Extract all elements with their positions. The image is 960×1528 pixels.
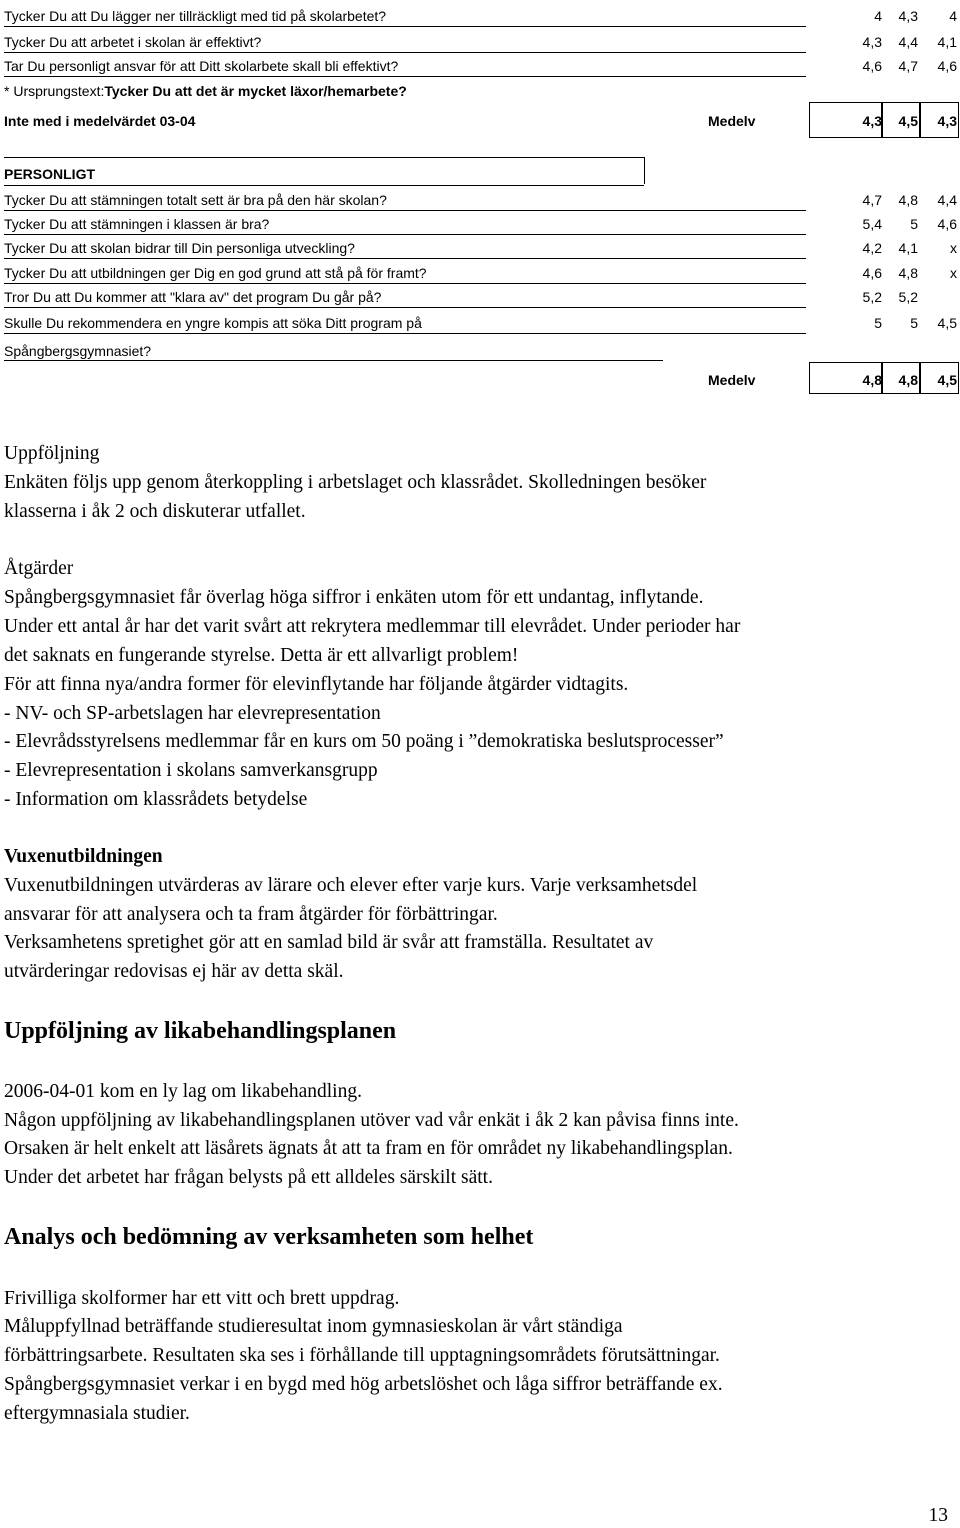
paragraph-line: Spångbergsgymnasiet får överlag höga siffror i enkäten utom för ett undantag, inflytande. <box>4 587 704 608</box>
average-values <box>810 111 960 131</box>
avg-col1: 4,8 <box>862 372 882 388</box>
row-underline <box>4 360 663 361</box>
paragraph-line: ansvarar för att analysera och ta fram åtgärder för förbättringar. <box>4 904 498 925</box>
survey-question-continued: Spångbergsgymnasiet? <box>4 343 152 359</box>
survey-question: Tycker Du att stämningen i klassen är bra? <box>4 216 270 232</box>
section-heading-uppfoljning: Uppföljning <box>4 443 100 464</box>
value-col2: 5 <box>910 315 918 331</box>
value-col3: 4 <box>949 8 957 24</box>
row-underline <box>4 76 806 77</box>
value-col2: 5,2 <box>898 289 918 305</box>
survey-values <box>810 238 960 258</box>
value-col1: 4,3 <box>862 34 882 50</box>
value-col2: 4,3 <box>898 8 918 24</box>
survey-values <box>810 214 960 234</box>
list-item: - Elevrådsstyrelsens medlemmar får en kurs om 50 poäng i ”demokratiska beslutsprocesser” <box>4 731 724 752</box>
survey-question: Tycker Du att skolan bidrar till Din personliga utveckling? <box>4 240 355 256</box>
avg-col3: 4,3 <box>937 113 957 129</box>
list-item: - NV- och SP-arbetslagen har elevrepresentation <box>4 703 381 724</box>
list-item: - Elevrepresentation i skolans samverkansgrupp <box>4 760 378 781</box>
note-prefix: * Ursprungstext: <box>4 83 105 99</box>
paragraph-line: Enkäten följs upp genom återkoppling i arbetslaget och klassrådet. Skolledningen besöker <box>4 472 707 493</box>
section-heading-atgarder: Åtgärder <box>4 558 74 579</box>
value-col1: 5,4 <box>862 216 882 232</box>
value-col2: 4,8 <box>898 265 918 281</box>
paragraph-line: Verksamhetens spretighet gör att en samlad bild är svår att framställa. Resultatet av <box>4 932 654 953</box>
row-underline <box>4 307 806 308</box>
paragraph-line: det saknats en fungerande styrelse. Detta är ett allvarligt problem! <box>4 645 519 666</box>
page-number: 13 <box>928 1505 948 1526</box>
value-col1: 4,7 <box>862 192 882 208</box>
section-heading-vuxenutbildningen: Vuxenutbildningen <box>4 846 163 867</box>
paragraph-line: Under det arbetet har frågan belysts på ett alldeles särskilt sätt. <box>4 1167 493 1188</box>
value-col3: 4,4 <box>937 192 957 208</box>
paragraph-line: utvärderingar redovisas ej här av detta skäl. <box>4 961 344 982</box>
value-col3: 4,6 <box>937 216 957 232</box>
value-col3: x <box>950 265 957 281</box>
avg-col2: 4,5 <box>898 113 918 129</box>
value-col3: 4,1 <box>937 34 957 50</box>
paragraph-line: Vuxenutbildningen utvärderas av lärare och elever efter varje kurs. Varje verksamhetsdel <box>4 875 698 896</box>
average-label: Medelv <box>708 113 756 129</box>
value-col2: 4,7 <box>898 58 918 74</box>
row-underline <box>4 210 806 211</box>
row-underline <box>4 283 806 284</box>
paragraph-line: Frivilliga skolformer har ett vitt och brett uppdrag. <box>4 1288 400 1309</box>
survey-question: Tycker Du att arbetet i skolan är effektivt? <box>4 34 262 50</box>
paragraph-line: Spångbergsgymnasiet verkar i en bygd med hög arbetslöshet och låga siffror beträffande ex. <box>4 1374 723 1395</box>
average-values <box>810 370 960 390</box>
personligt-heading: PERSONLIGT <box>4 166 96 182</box>
paragraph-line: eftergymnasiala studier. <box>4 1403 190 1424</box>
survey-values <box>810 263 960 283</box>
value-col2: 4,1 <box>898 240 918 256</box>
average-label: Medelv <box>708 372 756 388</box>
row-underline <box>4 258 806 259</box>
value-col2: 4,8 <box>898 192 918 208</box>
value-col3: 4,5 <box>937 315 957 331</box>
paragraph-line: förbättringsarbete. Resultaten ska ses i förhållande till upptagningsområdets förutsättningar. <box>4 1345 720 1366</box>
value-col1: 4,6 <box>862 265 882 281</box>
survey-question: Tar Du personligt ansvar för att Ditt skolarbete skall bli effektivt? <box>4 58 399 74</box>
survey-values <box>810 190 960 210</box>
value-col2: 4,4 <box>898 34 918 50</box>
avg-col2: 4,8 <box>898 372 918 388</box>
value-col3: 4,6 <box>937 58 957 74</box>
paragraph-line: Någon uppföljning av likabehandlingsplanen utöver vad vår enkät i åk 2 kan påvisa finns inte. <box>4 1110 739 1131</box>
row-underline <box>4 333 806 334</box>
paragraph-line: Orsaken är helt enkelt att läsårets ägnats åt att ta fram en för området ny likabehandlingsplan. <box>4 1138 733 1159</box>
avg-col3: 4,5 <box>937 372 957 388</box>
value-col1: 4 <box>874 8 882 24</box>
survey-values <box>810 313 960 333</box>
survey-question: Tycker Du att Du lägger ner tillräckligt med tid på skolarbetet? <box>4 8 387 24</box>
row-underline <box>4 26 806 27</box>
heading-underline <box>4 185 644 186</box>
value-col1: 4,6 <box>862 58 882 74</box>
value-col1: 5 <box>874 315 882 331</box>
survey-values <box>810 32 960 52</box>
paragraph-line: klasserna i åk 2 och diskuterar utfallet. <box>4 501 306 522</box>
survey-question: Tycker Du att utbildningen ger Dig en god grund att stå på för framt? <box>4 265 427 281</box>
section-heading-likabehandling: Uppföljning av likabehandlingsplanen <box>4 1018 397 1044</box>
average-exclusion-note: Inte med i medelvärdet 03-04 <box>4 113 196 129</box>
survey-values <box>810 287 960 307</box>
paragraph-line: För att finna nya/andra former för elevinflytande har följande åtgärder vidtagits. <box>4 674 629 695</box>
paragraph-line: 2006-04-01 kom en ly lag om likabehandling. <box>4 1081 362 1102</box>
row-underline <box>4 234 806 235</box>
value-col1: 5,2 <box>862 289 882 305</box>
survey-question: Tycker Du att stämningen totalt sett är bra på den här skolan? <box>4 192 387 208</box>
value-col2: 5 <box>910 216 918 232</box>
value-col3: x <box>950 240 957 256</box>
list-item: - Information om klassrådets betydelse <box>4 789 308 810</box>
paragraph-line: Under ett antal år har det varit svårt att rekrytera medlemmar till elevrådet. Under perioder har <box>4 616 741 637</box>
personligt-header-box <box>4 157 645 184</box>
original-text-note <box>4 81 407 101</box>
survey-question: Skulle Du rekommendera en yngre kompis att söka Ditt program på <box>4 315 422 331</box>
survey-question: Tror Du att Du kommer att "klara av" det program Du går på? <box>4 289 382 305</box>
paragraph-line: Måluppfyllnad beträffande studieresultat inom gymnasieskolan är vårt ständiga <box>4 1316 623 1337</box>
avg-col1: 4,3 <box>862 113 882 129</box>
row-underline <box>4 52 806 53</box>
section-heading-analys: Analys och bedömning av verksamheten som helhet <box>4 1224 534 1250</box>
value-col1: 4,2 <box>862 240 882 256</box>
survey-values <box>810 6 960 26</box>
survey-values <box>810 56 960 76</box>
note-question: Tycker Du att det är mycket läxor/hemarbete? <box>104 83 407 99</box>
